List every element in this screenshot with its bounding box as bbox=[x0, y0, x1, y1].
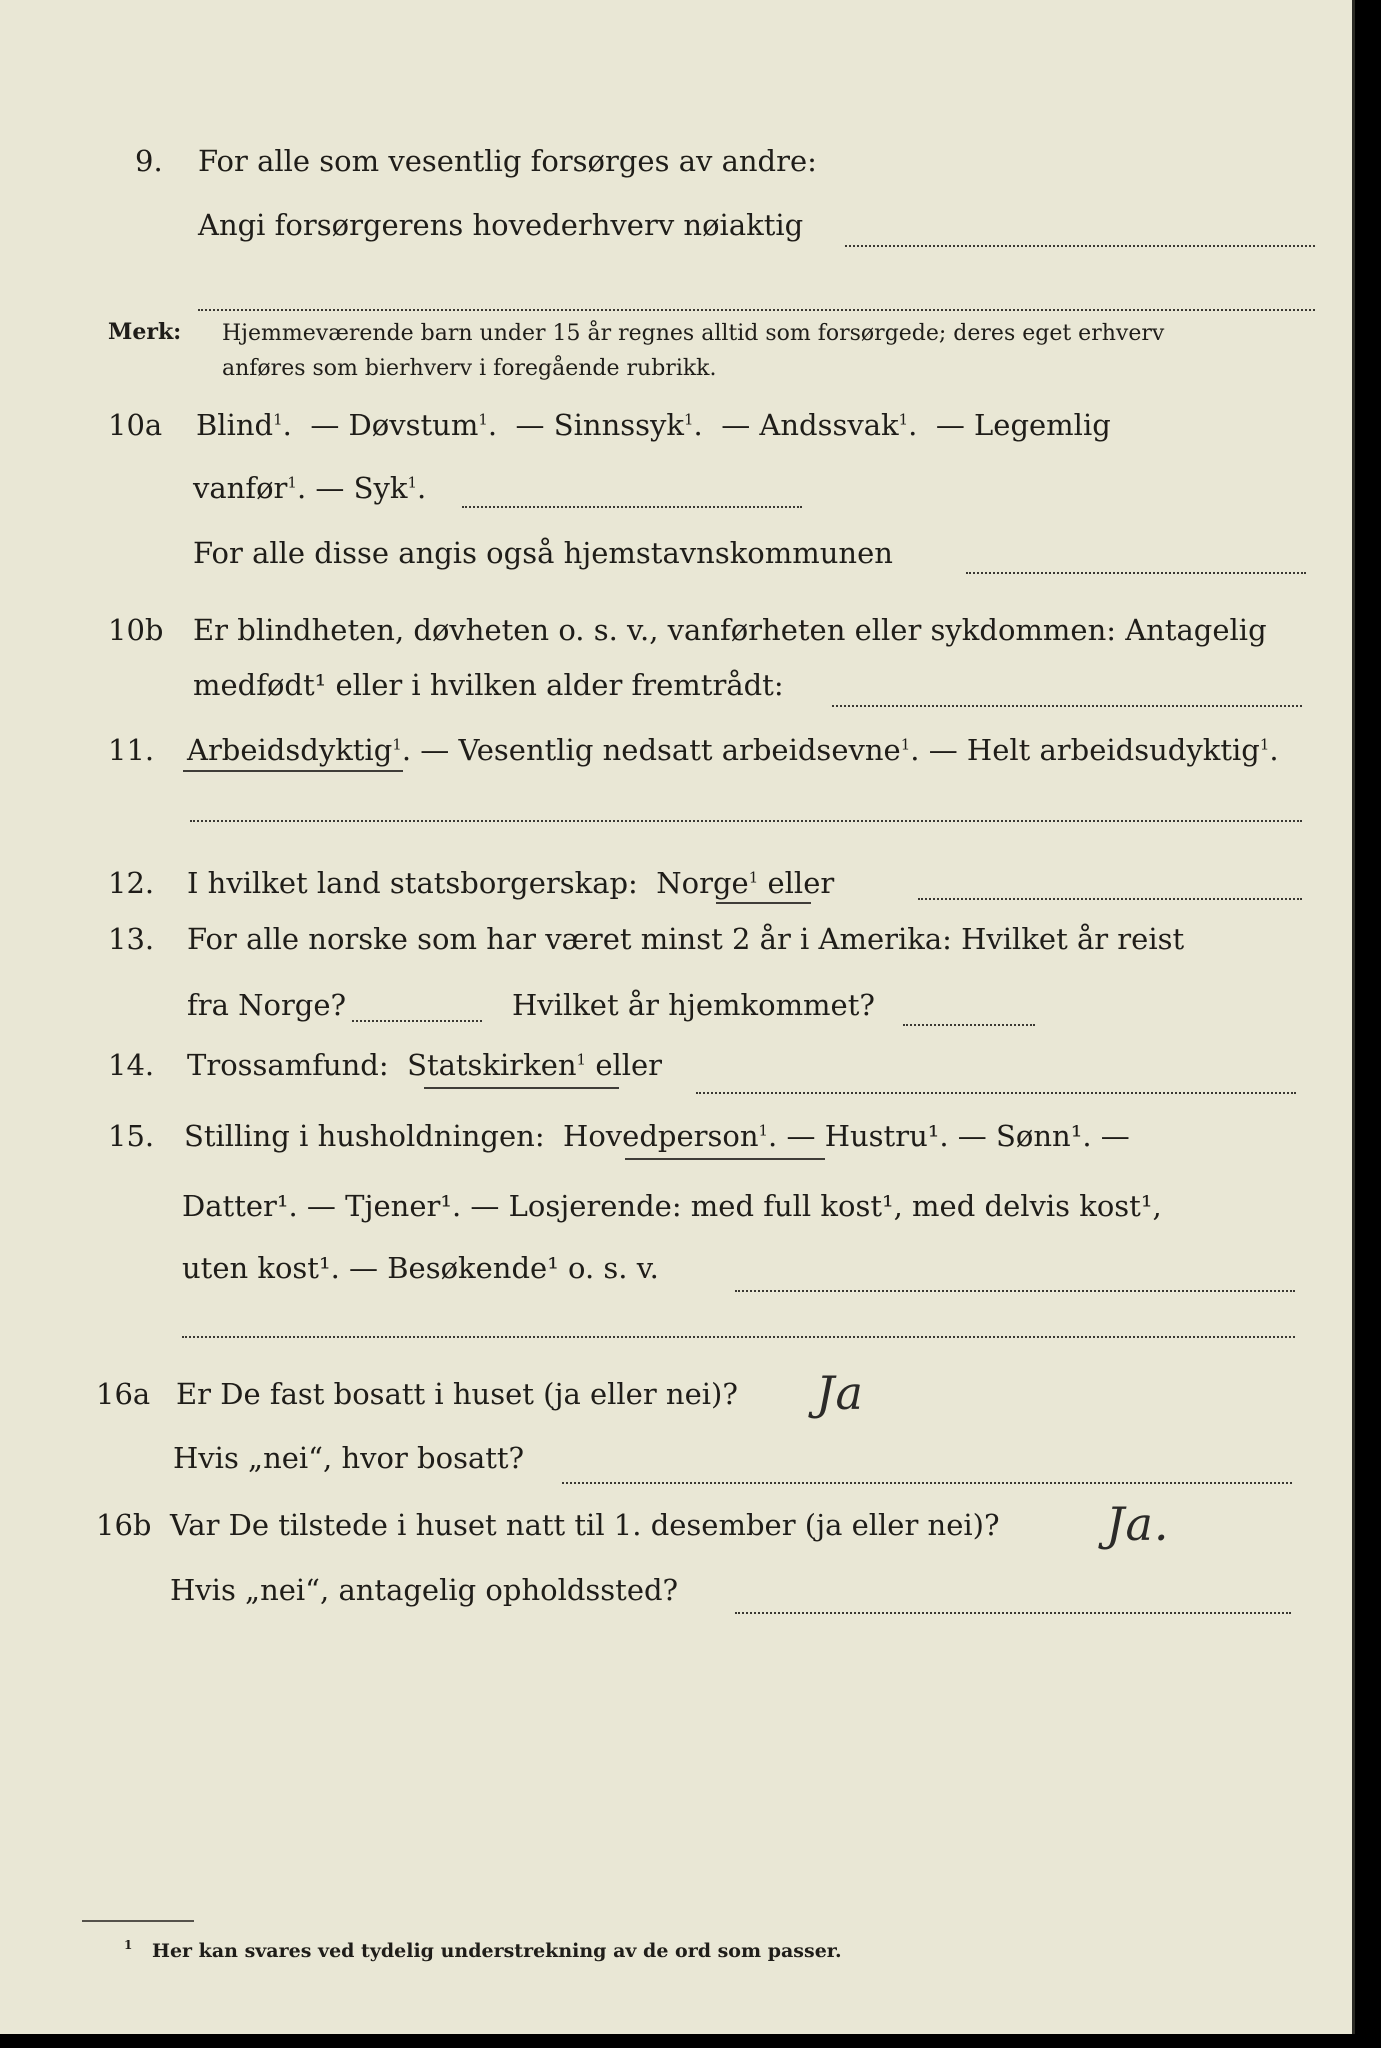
q12-text: I hvilket land statsborgerskap: bbox=[187, 866, 638, 900]
q16b-line1: Var De tilstede i huset natt til 1. desember (ja eller nei)? bbox=[170, 1508, 1000, 1542]
q16a-line1: Er De fast bosatt i huset (ja eller nei)? bbox=[176, 1377, 738, 1411]
q14-underline-mark bbox=[424, 1087, 619, 1089]
q15-line1: Stilling i husholdningen: Hovedperson$^1$. — Hustru¹. — Sønn¹. — bbox=[184, 1119, 1130, 1153]
q14-line: Trossamfund: Statskirken$^1$ eller bbox=[187, 1048, 663, 1082]
q16a-line2: Hvis „nei“, hvor bosatt? bbox=[173, 1441, 525, 1475]
q15-hovedperson: Hovedperson bbox=[563, 1119, 759, 1153]
q12-eller: eller bbox=[767, 866, 835, 900]
merk-label: Merk: bbox=[108, 319, 182, 345]
q10a-line2: vanfør$^1$. — Syk$^1$. bbox=[193, 471, 427, 505]
q10a-line3: For alle disse angis også hjemstavnskommunen bbox=[193, 536, 893, 570]
q9-answer-line-2[interactable] bbox=[198, 309, 1315, 311]
q11-answer-line[interactable] bbox=[190, 820, 1302, 822]
q12-answer-line[interactable] bbox=[918, 898, 1302, 900]
q10a-blind: Blind bbox=[196, 408, 274, 442]
q12-norge: Norge bbox=[656, 866, 749, 900]
footnote-text: Her kan svares ved tydelig understrekning av de ord som passer. bbox=[152, 1940, 842, 1962]
q16a-handwritten-answer: Ja bbox=[816, 1366, 864, 1420]
q11-line: Arbeidsdyktig$^1$. — Vesentlig nedsatt arbeidsevne$^1$. — Helt arbeidsudyktig$^1$. bbox=[187, 733, 1279, 767]
q13-line1: For alle norske som har været minst 2 år i Amerika: Hvilket år reist bbox=[187, 922, 1185, 956]
q10b-line1: Er blindheten, døvheten o. s. v., vanførheten eller sykdommen: Antagelig bbox=[193, 613, 1267, 647]
q10a-syk-answer-line[interactable] bbox=[462, 506, 802, 508]
q10a-legemlig: — Legemlig bbox=[935, 408, 1111, 442]
q16b-answer-line[interactable] bbox=[735, 1612, 1291, 1614]
q15-stilling: Stilling i husholdningen: bbox=[184, 1119, 545, 1153]
q10a-sinnssyk: — Sinnssyk bbox=[515, 408, 684, 442]
q10a-line1: Blind$^1$. — Døvstum$^1$. — Sinnssyk$^1$. — Andssvak$^1$. — Legemlig bbox=[196, 408, 1111, 442]
q10a-hjemstavn-answer-line[interactable] bbox=[966, 572, 1306, 574]
q10a-andssvak: — Andssvak bbox=[721, 408, 899, 442]
q15-line2: Datter¹. — Tjener¹. — Losjerende: med full kost¹, med delvis kost¹, bbox=[182, 1189, 1162, 1223]
q14-number: 14. bbox=[108, 1048, 155, 1082]
q13-number: 13. bbox=[108, 922, 155, 956]
q16a-answer-line[interactable] bbox=[562, 1482, 1292, 1484]
q16b-number: 16b bbox=[96, 1508, 152, 1542]
q16b-handwritten-answer: Ja. bbox=[1106, 1497, 1170, 1551]
q9-line2: Angi forsørgerens hovederhverv nøiaktig bbox=[198, 208, 804, 242]
q15-line1-rest: . — Hustru¹. — Sønn¹. — bbox=[768, 1119, 1130, 1153]
q11-udyktig: — Helt arbeidsudyktig bbox=[928, 733, 1260, 767]
q14-eller: eller bbox=[595, 1048, 663, 1082]
q10b-number: 10b bbox=[108, 613, 164, 647]
q9-number: 9. bbox=[135, 144, 163, 178]
q15-answer-line[interactable] bbox=[735, 1290, 1295, 1292]
q11-underline-mark bbox=[183, 770, 403, 772]
q14-statskirken: Statskirken bbox=[407, 1048, 577, 1082]
q12-number: 12. bbox=[108, 866, 155, 900]
q16b-line2: Hvis „nei“, antagelig opholdssted? bbox=[170, 1573, 679, 1607]
q10a-vanfor: vanfør bbox=[193, 471, 288, 505]
q11-arbeidsdyktig: Arbeidsdyktig bbox=[187, 733, 393, 767]
q9-answer-line[interactable] bbox=[845, 245, 1315, 247]
footnote-mark: 1 bbox=[124, 1938, 133, 1952]
q11-nedsatt: — Vesentlig nedsatt arbeidsevne bbox=[420, 733, 901, 767]
q11-number: 11. bbox=[108, 733, 155, 767]
q15-underline-mark bbox=[625, 1158, 825, 1160]
merk-line1: Hjemmeværende barn under 15 år regnes alltid som forsørgede; deres eget erhverv bbox=[222, 321, 1165, 346]
q13-hjemkommet-answer-line[interactable] bbox=[903, 1024, 1035, 1026]
q10a-number: 10a bbox=[108, 408, 163, 442]
q12-line: I hvilket land statsborgerskap: Norge$^1$ eller bbox=[187, 866, 835, 900]
q15-number: 15. bbox=[108, 1119, 155, 1153]
q12-underline-mark bbox=[716, 902, 811, 904]
q15-line3: uten kost¹. — Besøkende¹ o. s. v. bbox=[182, 1251, 659, 1285]
q15-answer-line-2[interactable] bbox=[182, 1336, 1295, 1338]
q10a-dovstum: — Døvstum bbox=[310, 408, 479, 442]
q16a-number: 16a bbox=[96, 1377, 151, 1411]
q10b-answer-line[interactable] bbox=[832, 705, 1302, 707]
q10a-syk: — Syk bbox=[315, 471, 408, 505]
q14-answer-line[interactable] bbox=[696, 1092, 1296, 1094]
q13-line2b: Hvilket år hjemkommet? bbox=[512, 988, 875, 1022]
q14-text: Trossamfund: bbox=[187, 1048, 389, 1082]
q13-reist-answer-line[interactable] bbox=[352, 1020, 482, 1022]
merk-line2: anføres som bierhverv i foregående rubrikk. bbox=[222, 356, 717, 381]
footnote-rule bbox=[82, 1920, 194, 1922]
q13-line2a: fra Norge? bbox=[187, 988, 347, 1022]
q10b-line2: medfødt¹ eller i hvilken alder fremtrådt: bbox=[193, 668, 784, 702]
q9-line1: For alle som vesentlig forsørges av andre: bbox=[198, 144, 817, 178]
